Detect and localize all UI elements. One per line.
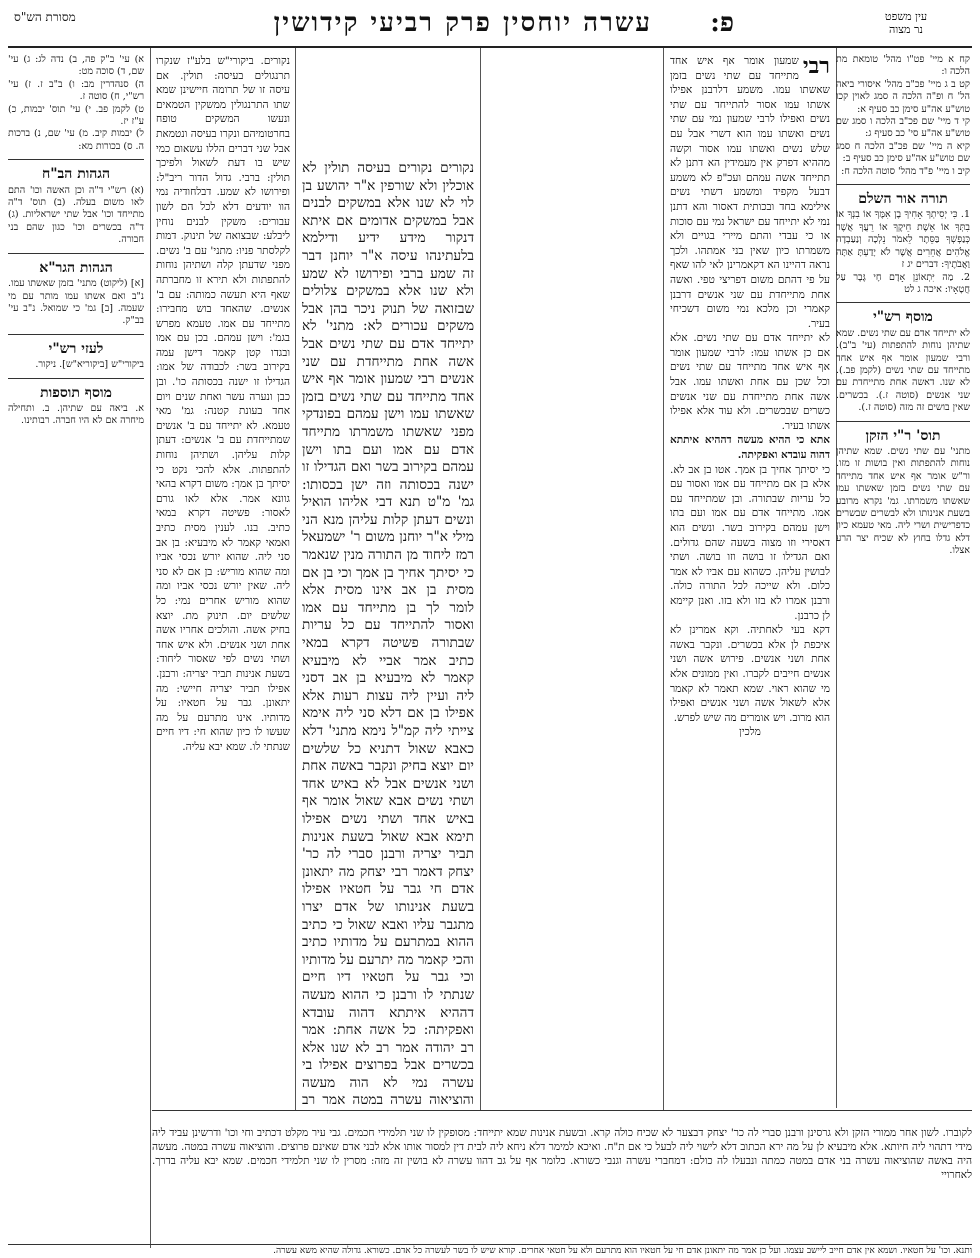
divider xyxy=(8,253,144,254)
rashi-closing: מלכין xyxy=(739,726,761,739)
divider xyxy=(8,159,144,160)
column-divider xyxy=(480,48,481,1110)
torah-or-text: 1. כִּי יְסִיתְךָ אָחִיךָ בֶן אִמֶּךָ אוֹ בִנְךָ אוֹ בִתְּךָ אוֹ אֵשֶׁת חֵיקֶךָ אוֹ רֵעֲךָ אֲשֶׁר כְּנַפְשְׁךָ בַּסֵּתֶר לֵאמֹר נֵלְכָה וְנַעַבְדָה אֱלֹהִים אֲחֵרִים אֲשֶׁר לֹא יָדַעְתָּ אַתָּה וַאֲבֹתֶיךָ: דברים יג ז 2. מַה יִּתְאוֹנֵן אָדָם חָי גֶּבֶר עַל חֲטָאָיו: איכה ג לט xyxy=(836,209,970,295)
musaf-tosafot-title: מוסף תוספות xyxy=(40,384,112,401)
divider xyxy=(836,421,970,422)
mishnah-opening-word: רבי xyxy=(802,54,830,79)
divider xyxy=(836,184,970,185)
bottom-commentary-text: לקוברו. לשון אחר ממורי הזקן ולא גרסינן ורבנן סברי לה כר' יצחק דבצער לא שכיח כולה קרא. ובשעת אנינות שמא יתייחד: מסופקין לו שני תלמידי חכמים. גבי עיר מקלט דכתיב וחי וכו' ודרשינן עביד ליה מידי דתהוי ליה חיותא. אלא מיבעיא לן על מה ירא הכתוב דלא לישוי ליה לבעל כי אם ת"ח. ואיכא למימר דלא ניחא ליה לבית דין למסור אותו אלא לבני אדם שאינם פרוצים. והוציאוה עשרה במטה. מעשה היה באשה שהוציאוה עשרה בני אדם במטה כמתה ונבעלו לה כולם: דמחברי עשרה וגנבי כשורא. כלומר אף על גב דהוו עשרה לא בושין זה מזה: מסרין לו שני תלמידי חכמים. שמא יבא עליה בדרך. לאחרויי xyxy=(152,1126,972,1181)
ein-mishpat-column xyxy=(836,54,970,1250)
laazei-rashi-title: לעזי רש"י xyxy=(48,340,104,357)
ein-mishpat-entry: קיב ו מיי' פ"ד מהל' סוטה הלכה ח: xyxy=(841,165,970,177)
musaf-rashi-title: מוסף רש"י xyxy=(873,309,933,326)
masoret-heading: מסורת הש"ס xyxy=(14,10,76,24)
laazei-rashi-text: ביקורי"ש [ביקוריא"ש]. ניקור. xyxy=(35,359,144,371)
column-divider xyxy=(663,48,664,1110)
chapter-title: עשרה יוחסין פרק רביעי קידושין xyxy=(273,8,652,38)
ein-mishpat-entry: קח א מיי' פט"ו מהל' טומאת מת הלכה ו: xyxy=(836,54,970,78)
rashi-heading: אתא כי ההיא מעשה דההיא איתתא דהוה עובדא ואפקיתה. xyxy=(670,434,830,462)
ein-mishpat-list xyxy=(836,54,970,178)
musaf-rashi-text: לא יתייחד אדם עם שתי נשים. שמא שתיהן נוחות להתפתות (עי' ב"ב). ורבי שמעון אומר אף איש אחד מתייחד עם שתי נשים (לקמן פב.). לא שנו. דאשה אחת מתייחדת עם שני אנשים (סוטה ז.). בכשרים. שאין בושים זה מזה (סוטה ז.). xyxy=(836,327,970,414)
hagahot-gra-text: [א] (ליקוט) מתני' בזמן שאשתו עמו. נ"ב ואם אשתו עמו מותר עם מי שעמה. [ב] גמ' כי שמואל. נ"ב עי' בב"ק. xyxy=(8,278,144,327)
column-divider xyxy=(150,48,151,1248)
page-footer xyxy=(8,1244,972,1257)
tosafot-text: נקורים. ביקורי"ש בלע"ז שנקרו תרנגולים בעיסה: תולין. אם עיסה זו של תרומה חיישינן שמא שתו התרנגולין ממשקין הטמאים ונעשו המשקים טופח בחרטומיהם ונקרו בעיסה ונטמאת אבל שני דברים הללו עשאום כמי שיש בו דעת לשאול ולפיכך תולין: ברבי. גדול הדור ריב"ל: ופירושו לא שמע. דבלחודיה נמי הוו יודעים דלא לכל הם לשון עבורים: משקין לבנים נוחין ליבלע: שבצואה של תינוק. דמות לקלסתר פניו: מתני' עם ב' נשים. מפני שדעתן קלה ושתיהן נוחות להתפתות ולא תירא זו מחברתה שאף היא תעשה כמותה: עם ב' אנשים. שהאחד בוש מחבירו: מתייחד עם אמו. טעמא מפרש בגמ': וישן עמהם. בכן עם אמו ובגדו קטן קאמר דישן עמה בקירוב בשר: לכבודה של אמו: הגדילו זו ישנה בכסותה כו'. ובן כבן ונערה עשר ואחת שנים ויום אחד בעונת קטנה: גמ' מאי טעמא. לא יתייחד עם ב' אנשים שמתייחדת עם ב' אנשים: דעתן קלות עליהן. ושתיהן נוחות להתפתות. אלא להכי נקט כי יסיתך בן אמך: משום דקרא בהאי גוונא אמר. אלא לאו גורם לאסור: פשיטה דקרא במאי כתיב. בנו. לענין מסית כתיב ואמאי קאמר לא מיבעיא: בן אב סני ליה. שהוא יורש נכסי אביו ומה שהוא מוריש: בן אם לא סני ליה. שאין יורש נכסי אביו ומה שהוא מוריש אחרים נמי: כל שלשים יום. תינוק מת. יוצא בחיק אשה. והולכים אחריו אשה אחת ושני אנשים. ולא איש אחד ושתי נשים לפי שאסור ליחוד: בשעת אנינות תביר יצריה: ורבנן. אפילו תביר יצריה חיישי: מה יתאונן. גבר על חטאיו: על מדותיו. אינו מתרעם על מה שעשו לו כיון שהוא חי: דיו חיים שנתתי לו. שמא יבא עליה. xyxy=(156,55,290,753)
rashi-text: דקא בעי לאחתיה. וקא אמרינן לא איכפת לן אלא בכשרים. ונקבר באשה אחת ושני אנשים. פירוש אשה ושני אנשים חייבים לקברו. ואין ממונים אלא מי שהוא ראוי. שמא תאמר לא קאמר אלא לשאול אשה ושני אנשים ואפילו הוא מרוב. ויש אומרים מה שיש לפרש. xyxy=(670,624,830,724)
rashi-column xyxy=(670,54,830,1108)
divider xyxy=(836,302,970,303)
rashi-text: כי יסיתך אחיך בן אמך. אטו בן אב לא. אלא בן אם מתייחד עם אמו ואסור עם כל עריות שבתורה. ובן שמתייחד עם אמו. מתייחד אדם עם אמו ועם בתו וישן עמהם בקירוב בשר. ונשים הוא דאסירי וזו מצוה בשעה שהם גדולים. ואם הגדילו זו בושה וזו בושה. ושתי לבושין עליהן. כשהוא עם אביו לא אמר כלום. ולא שייכה לכל התורה כולה. ורבנן אמרו לא בזו ולא בזו. ואנן קיימא לן כרבנן. xyxy=(670,463,830,622)
masoret-entry: ה) סנהדרין מב: ו) ב"ב ז. ז) עי' רש"י, ח) סוטה ז. xyxy=(8,78,144,103)
masoret-entry: א) עי' ב"ק פה, ב) נדה לג: ג) עי' שם, ד) סוכה מט: xyxy=(8,54,144,78)
footer-text: ותנא. וכו' על חטאיו. ושמא אין אדם חייב ליישב עצמו. ועל כן אמר מה יתאונן אדם חי על חטאיו הוא מתרעם ולא על חטאי אחרים. קורא שיש לו בשר לעשרה כל אדם. כשורא. גדולה שהיא משא עשרה. xyxy=(273,1246,972,1256)
ein-mishpat-entry: קט ב ג מיי' פכ"ב מהל' איסורי ביאה הל' ח ופ"ה הלכה ה סמג לאוין קכו טוש"ע אה"ע סימן כב סעיף א: xyxy=(836,78,970,115)
column-divider xyxy=(295,48,296,1110)
rashi-text: לא יתייחד אדם עם שתי נשים. אלא אם כן אשתו עמו: לרבי שמעון אומר אף איש אחד מתייחד עם שתי נשים וכל שכן עם אחת ואשתו עמו. אבל אשה אחת מתייחדת עם שני אנשים כשרים שבכשרים. ולא עוד אלא אפילו אשתו בעיר. xyxy=(670,332,830,432)
hagahot-bach-title: הגהות הב"ח xyxy=(41,166,111,183)
rashi-text: שמעון אומר אף איש אחד מתייחד עם שתי נשים בזמן שאשתו עמו. משמע דלרבנן אפילו אשתו עמו אסור להתייחד עם שתי נשים ואפילו לרבי שמעון נמי עם שתי נשים ואשתו עמו הוא דשרי אבל עם שלש נשים ואשתו עמו אסור וקשה מההיא דפרק אין מעמידין הא דתנן לא תתייחד אשה עמהם ועכ"פ לא משמע דבעל מקפיד ומשמע דשתי נשים אילימא בחד ובכותית דאסור והא דתנן נמי לא יתייחד עם ישראל נמי עם סוכות או כי עבדי והתם מיירי בגויים ולא משמרתו כיון שאין בני אמתהו. ולכך נראה דהיינו הא דקאמרינן לאי להו שאף על פי דהתם משום דפריצי טפי. ואשה אחת מתייחדת עם שני אנשים דרבנן קאמרי וכן מלכא נמי משום דשכיחי בעיר. xyxy=(670,55,830,330)
gemara-column xyxy=(302,160,474,1110)
hagahot-bach-text: (א) רש"י ד"ה וכן האשה וכו' התם לאו משום בעלה. (ב) תוס' ד"ה מתייחד וכו' אבל שתי ישראליות. (ג) ד"ה בכשרים וכו' כגון שהם בני חבורה. xyxy=(8,184,144,246)
page-header xyxy=(8,6,972,48)
gemara-text: נקורים נקורים בעיסה תולין לא אוכלין ולא שורפין א"ר יהושע בן לוי לא שנו אלא במשקים לבנים אבל במשקים אדומים אם איתא דנקור מידע ידיע ודילמא בלעתינהו עיסה א"ר יוחנן דבר זה שמע ברבי ופירושו לא שמע ולא שנו אלא במשקים צלולים שבזואה של תנוק ניכר בהן אבל משקים עכורים לא: מתני' לא יתייחד אדם עם שתי נשים אבל אשה אחת מתייחדת עם שני אנשים רבי שמעון אומר אף איש אחד מתייחד עם שתי נשים בזמן שאשתו עמו וישן עמהם בפונדקי מפני שאשתו משמרתו מתייחד אדם עם אמו ועם בתו וישן עמהם בקירוב בשר ואם הגדילו זו ישנה בכסותה וזה ישן בכסותו: גמ' מ"ט תנא דבי אליהו הואיל ונשים דעתן קלות עליהן מנא הני מילי א"ר יוחנן משום ר' ישמעאל רמז ליחוד מן התורה מנין שנאמר כי יסיתך אחיך בן אמך וכי בן אם מסית בן אב אינו מסית אלא לומר לך בן מתייחד עם אמו ואסור להתייחד עם כל עריות שבתורה פשיטה דקרא במאי כתיב אמר אביי לא מיבעיא קאמר לא מיבעיא בן אב דסני ליה ועיין ליה עצות רעות אלא אפילו בן אם דלא סני ליה אימא צייתי ליה קמ"ל נימא מתני' דלא כאבא שאול דתניא כל שלשים יום יוצא בחיק ונקבר באשה אחת ושני אנשים אבל לא באיש אחד ושתי נשים אבא שאול אומר אף באיש אחד ושתי נשים אפילו תימא אבא שאול בשעת אנינות תביר יצריה ורבנן סברי לה כר' יצחק דאמר רבי יצחק מה יתאונן אדם חי גבר על חטאיו אפילו בשעת אנינותו של אדם יצרו מתגבר עליו ואבא שאול כי כתיב ההוא במתרעם על מדותיו כתיב והכי קאמר מה יתרעם על מדותיו וכי גבר על חטאיו דיו חיים שנתתי לו ורבנן כי ההוא מעשה דההיא איתתא דהוה עובדא ואפקיתה: כל אשה אחת: אמר רב יהודה אמר רב לא שנו אלא בכשרים אבל בפרוצים אפילו בי עשרה נמי לא הוה מעשה והוציאוה עשרה במטה אמר רב xyxy=(302,160,474,1109)
tosafot-harid-text: מתני' עם שתי נשים. שמא שתיהן נוחות להתפתות ואין בושות זו מזו. ור"ש אומר אף איש אחד מתייחד עם שתי נשים בזמן שאשתו עמו שאשתו משמרתו. גמ' נקרא מרובע בשעת אנינותו ולא לבשרים שבשרים כדפרישית ושרי ליה. מאי טעמא כיון דלא גדלו בחוץ לא שכיח יצר הרע אצלו. xyxy=(836,445,970,557)
hagahot-gra-title: הגהות הגר"א xyxy=(39,259,113,276)
masoret-column xyxy=(8,54,144,1250)
divider xyxy=(8,378,144,379)
bottom-commentary xyxy=(152,1110,972,1250)
ein-mishpat-entry: קי ד מיי' שם פכ"ב הלכה ו סמג שם טוש"ע אה"ע סי' כב סעיף ג: xyxy=(836,116,970,140)
tosafot-harid-title: תוס' ר"י הזקן xyxy=(865,427,941,444)
masoret-entry: ל) יבמות קיב. מ) עי' שם, נ) ברכות ה. ס) בכורות מא: xyxy=(8,128,144,152)
masoret-entry: ט) לקמן פב. י) עי' תוס' יבמות, כ) ע"ז יז. xyxy=(8,103,144,128)
ein-mishpat-heading: עין משפט נר מצוה xyxy=(884,10,928,36)
tosafot-column xyxy=(156,54,290,1108)
folio-number: פ: xyxy=(710,8,734,38)
divider xyxy=(8,334,144,335)
torah-or-title: תורה אור השלם xyxy=(858,191,948,208)
musaf-tosafot-text: א. ביאה עם שתיהן. ב. ותחילה מיחרה אם לא היו חברה. רבותינו. xyxy=(8,402,144,427)
ein-mishpat-entry: קיא ה מיי' שם פכ"ב הלכה ח סמג שם טוש"ע אה"ע סימן כב סעיף ב: xyxy=(836,140,970,165)
